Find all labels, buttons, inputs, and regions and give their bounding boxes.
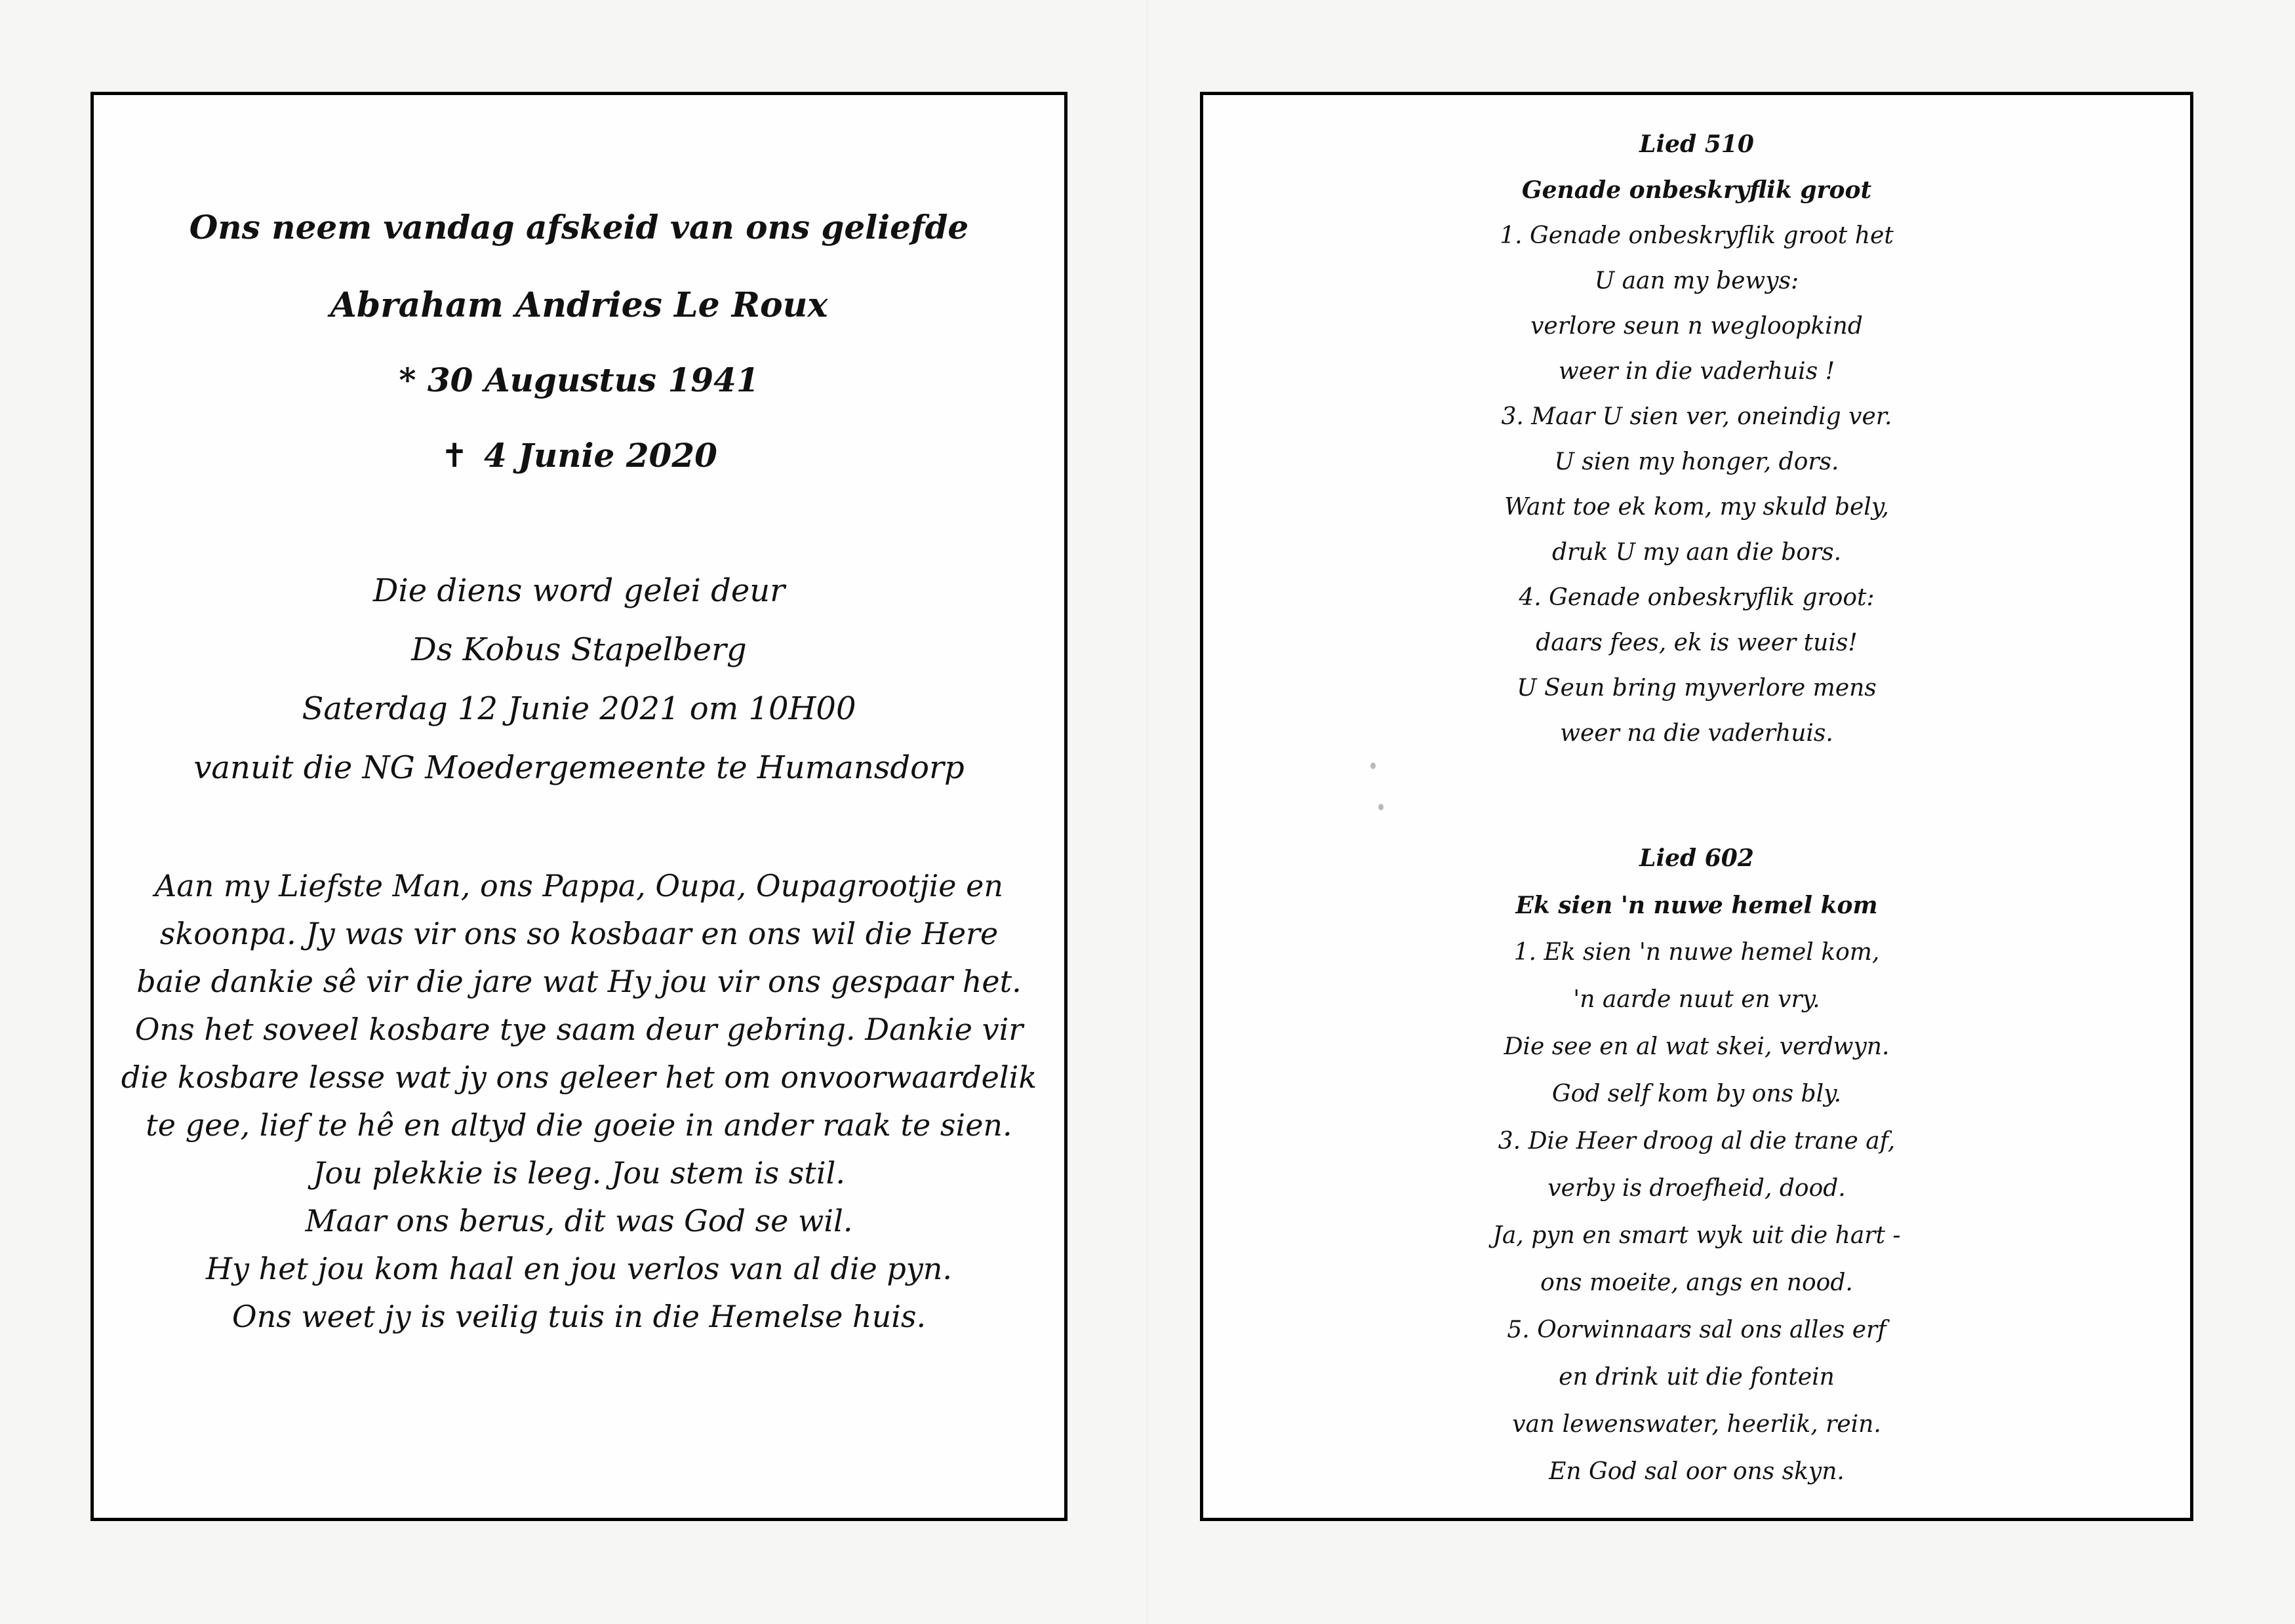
hymn-line: 5. Oorwinnaars sal ons alles erf xyxy=(1507,1317,1886,1343)
left-panel xyxy=(90,92,1068,1521)
hymn-line: Ja, pyn en smart wyk uit die hart - xyxy=(1492,1222,1901,1249)
latin-cross-icon: ✝ xyxy=(441,437,468,475)
hymn-line: En God sal oor ons skyn. xyxy=(1549,1458,1845,1485)
hymn-line: Die see en al wat skei, verdwyn. xyxy=(1504,1033,1890,1060)
hymn-line: God self kom by ons bly. xyxy=(1551,1080,1842,1107)
service-venue: vanuit die NG Moedergemeente te Humansdorp xyxy=(193,749,965,786)
hymn-line: 4. Genade onbeskryflik groot: xyxy=(1519,584,1875,611)
tribute-line: skoonpa. Jy was vir ons so kosbaar en ons wil die Here xyxy=(159,916,999,951)
deceased-name: Abraham Andries Le Roux xyxy=(330,285,828,325)
service-datetime: Saterdag 12 Junie 2021 om 10H00 xyxy=(302,690,856,727)
hymn-number: Lied 602 xyxy=(1639,844,1754,872)
hymn-line: U sien my honger, dors. xyxy=(1554,448,1839,475)
tribute-line: Aan my Liefste Man, ons Pappa, Oupa, Oupagrootjie en xyxy=(154,868,1004,903)
hymn-510 xyxy=(1203,121,2190,756)
hymn-line: 1. Ek sien 'n nuwe hemel kom, xyxy=(1513,939,1880,966)
hymn-line: weer in die vaderhuis ! xyxy=(1558,358,1835,385)
hymn-line: verlore seun n wegloopkind xyxy=(1530,313,1863,340)
tribute-line: baie dankie sê vir die jare wat Hy jou vir ons gespaar het. xyxy=(136,964,1022,999)
hymn-line: U Seun bring myverlore mens xyxy=(1517,675,1877,702)
hymn-line: 3. Die Heer droog al die trane af, xyxy=(1498,1128,1896,1155)
hymn-line: Want toe ek kom, my skuld bely, xyxy=(1504,494,1889,521)
tribute-text xyxy=(94,862,1064,1341)
farewell-heading: Ons neem vandag afskeid van ons geliefde xyxy=(189,208,969,247)
hymn-title: Genade onbeskryflik groot xyxy=(1521,176,1872,204)
card-fold xyxy=(1146,0,1148,1624)
death-date-line xyxy=(94,436,1064,475)
paper-speck xyxy=(1370,762,1376,769)
hymn-line: 1. Genade onbeskryflik groot het xyxy=(1500,222,1894,249)
tribute-line: Jou plekkie is leeg. Jou stem is stil. xyxy=(313,1155,845,1191)
service-minister: Ds Kobus Stapelberg xyxy=(411,631,747,668)
death-date: 4 Junie 2020 xyxy=(483,436,717,475)
hymn-title: Ek sien 'n nuwe hemel kom xyxy=(1515,892,1878,919)
hymn-line: van lewenswater, heerlik, rein. xyxy=(1512,1411,1881,1438)
hymn-number: Lied 510 xyxy=(1639,130,1754,158)
hymn-602 xyxy=(1203,835,2190,1495)
tribute-line: Hy het jou kom haal en jou verlos van al die pyn. xyxy=(205,1251,953,1286)
hymn-line: 'n aarde nuut en vry. xyxy=(1573,986,1820,1013)
birth-date: * 30 Augustus 1941 xyxy=(399,361,759,399)
hymn-line: 3. Maar U sien ver, oneindig ver. xyxy=(1501,403,1892,430)
hymn-line: U aan my bewys: xyxy=(1594,267,1799,294)
right-panel xyxy=(1200,92,2193,1521)
tribute-line: te gee, lief te hê en altyd die goeie in ander raak te sien. xyxy=(146,1107,1012,1143)
service-intro: Die diens word gelei deur xyxy=(372,572,786,609)
hymn-line: verby is droefheid, dood. xyxy=(1547,1175,1846,1202)
tribute-line: Maar ons berus, dit was God se wil. xyxy=(305,1203,853,1238)
hymn-line: daars fees, ek is weer tuis! xyxy=(1536,629,1858,656)
tribute-line: Ons het soveel kosbare tye saam deur gebring. Dankie vir xyxy=(134,1012,1024,1047)
paper-speck xyxy=(1378,804,1384,810)
hymn-line: weer na die vaderhuis. xyxy=(1560,720,1833,747)
hymn-line: ons moeite, angs en nood. xyxy=(1540,1269,1853,1296)
tribute-line: die kosbare lesse wat jy ons geleer het om onvoorwaardelik xyxy=(121,1060,1037,1095)
tribute-line: Ons weet jy is veilig tuis in die Hemelse huis. xyxy=(231,1299,927,1334)
hymn-line: en drink uit die fontein xyxy=(1559,1364,1835,1391)
hymn-line: druk U my aan die bors. xyxy=(1551,539,1842,566)
